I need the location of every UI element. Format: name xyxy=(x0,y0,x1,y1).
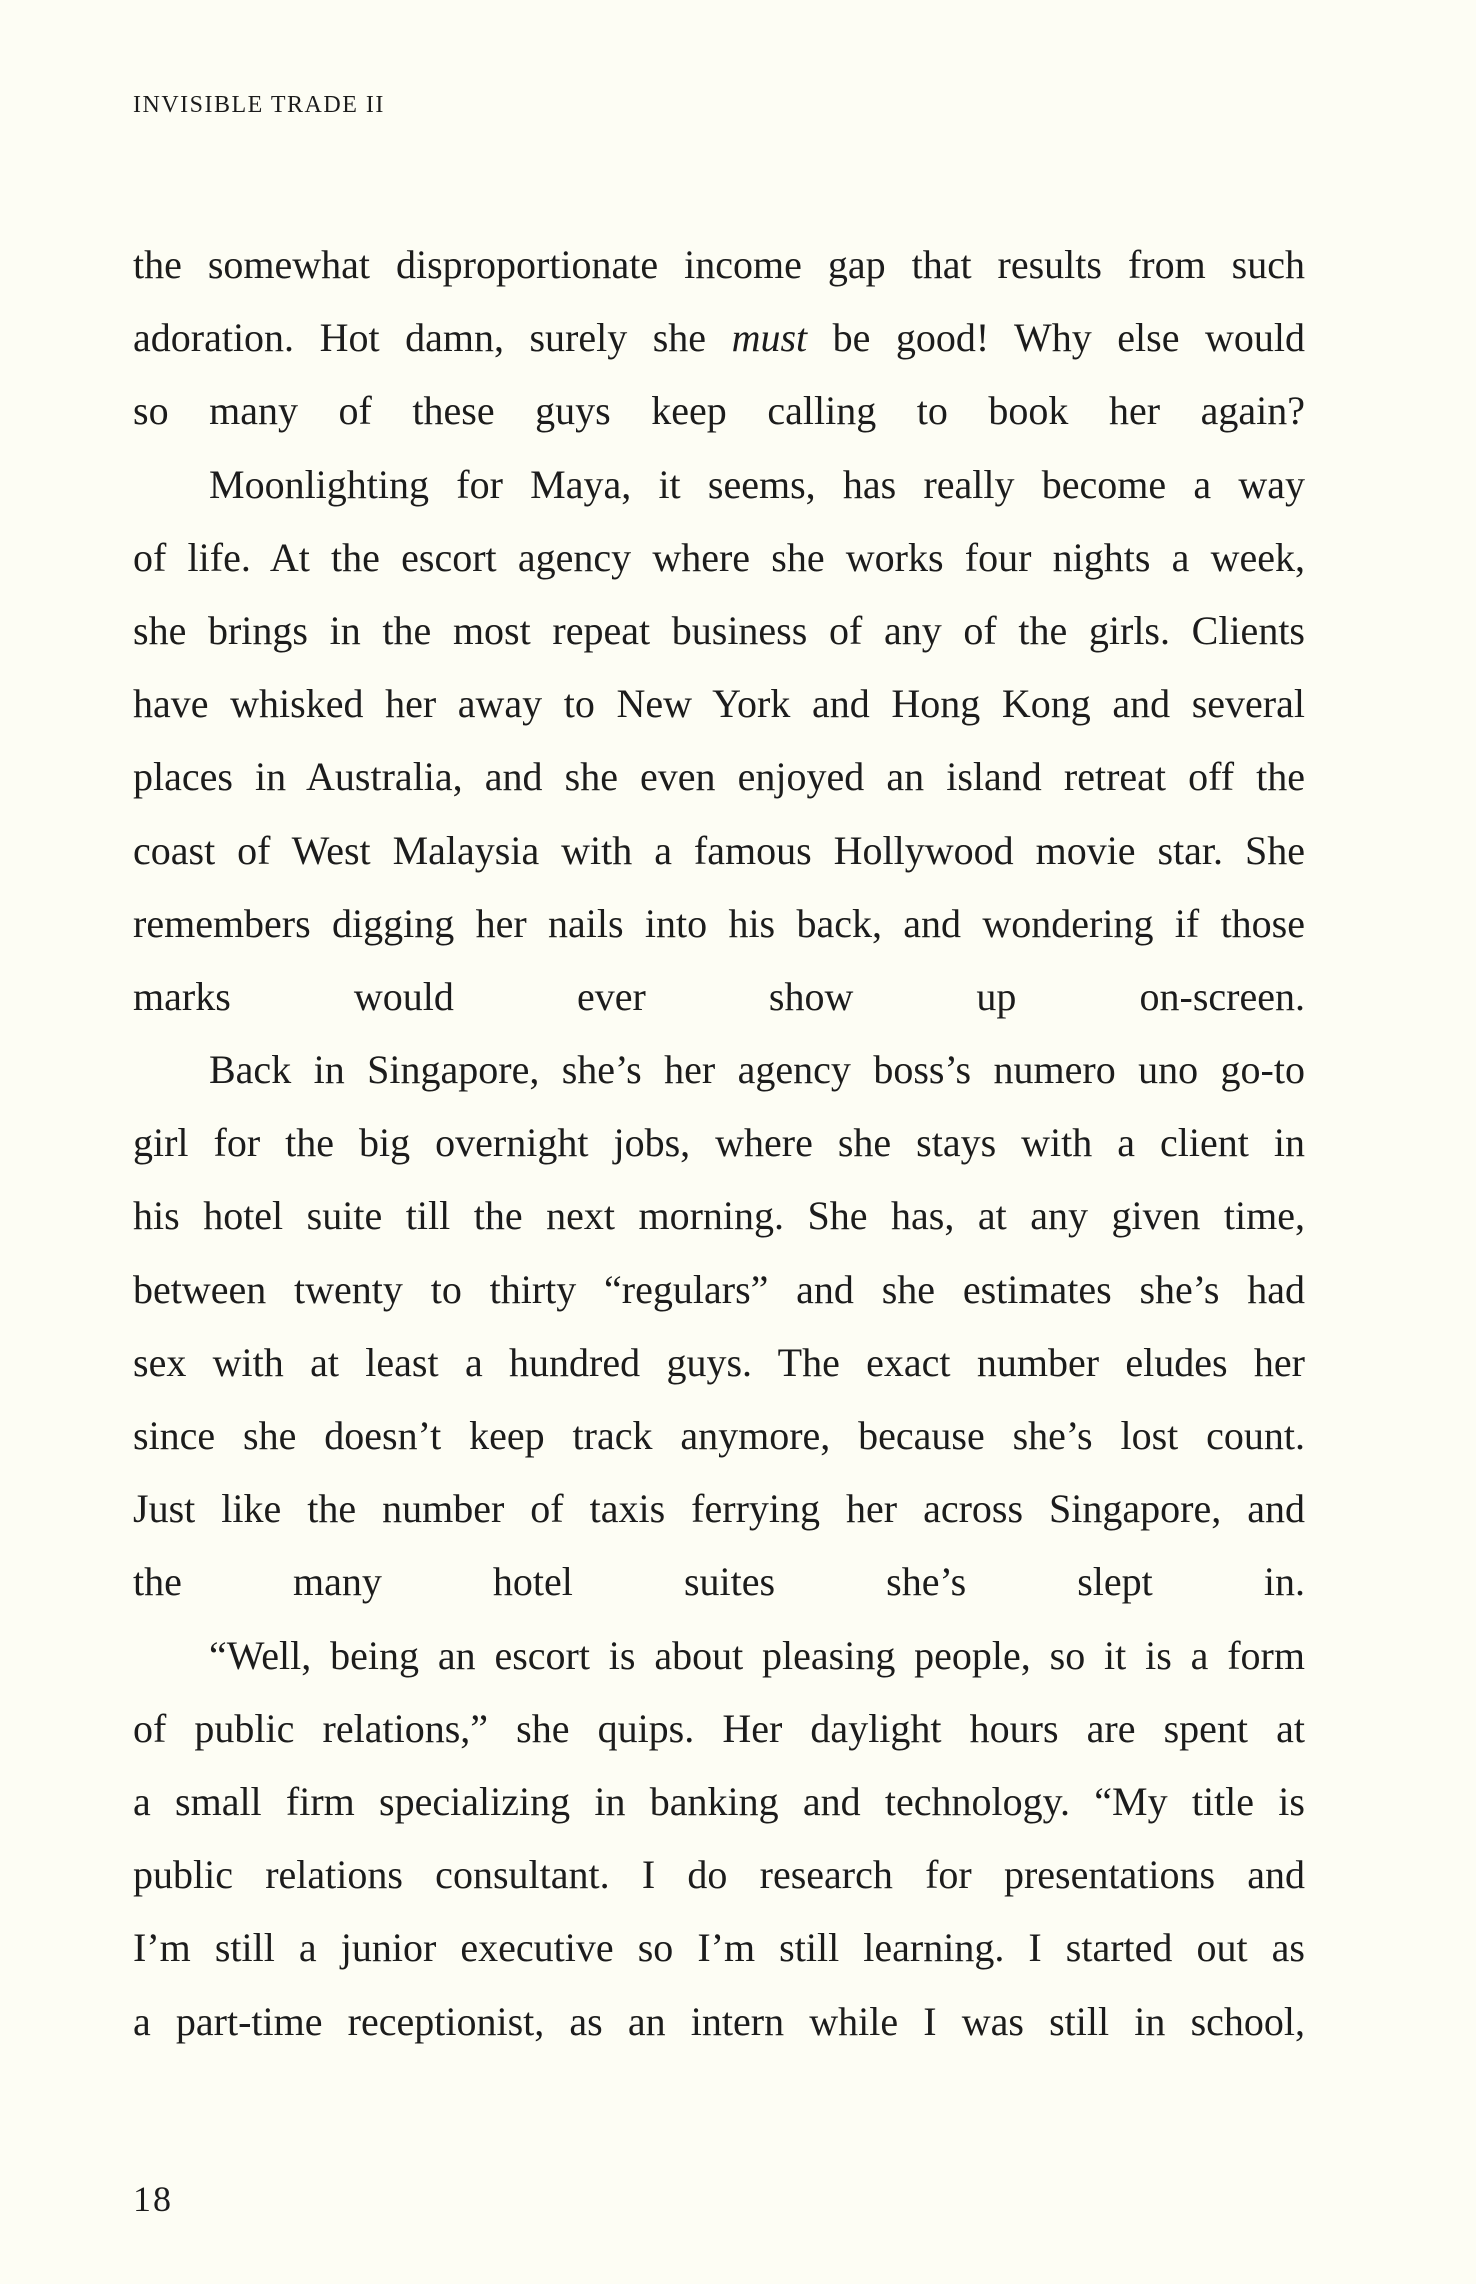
text-line: public relations consultant. I do research for presentations and xyxy=(133,1852,1305,1898)
text-line: she brings in the most repeat business of any of the girls. Clients xyxy=(133,607,1305,653)
text-line: sex with at least a hundred guys. The exact number eludes her xyxy=(133,1339,1305,1385)
text-line: I’m still a junior executive so I’m still learning. I started out as xyxy=(133,1925,1305,1971)
text-line: a small firm specializing in banking and technology. “My title is xyxy=(133,1778,1305,1824)
body-text xyxy=(133,228,1305,2058)
text-line: Just like the number of taxis ferrying her across Singapore, and xyxy=(133,1486,1305,1532)
text-segment: be good! Why else would xyxy=(807,315,1305,361)
emphasis: must xyxy=(731,315,808,361)
text-line: places in Australia, and she even enjoyed an island retreat off the xyxy=(133,754,1305,800)
text-line: Back in Singapore, she’s her agency boss’s numero uno go-to xyxy=(209,1047,1305,1093)
text-line: a part-time receptionist, as an intern while I was still in school, xyxy=(133,1998,1305,2044)
text-line: girl for the big overnight jobs, where she stays with a client in xyxy=(133,1120,1305,1166)
text-line: between twenty to thirty “regulars” and she estimates she’s had xyxy=(133,1266,1305,1312)
text-line: of public relations,” she quips. Her daylight hours are spent at xyxy=(133,1705,1305,1751)
text-line: the somewhat disproportionate income gap that results from such xyxy=(133,242,1305,287)
text-line: the many hotel suites she’s slept in. xyxy=(133,1559,1305,1605)
text-line: since she doesn’t keep track anymore, because she’s lost count. xyxy=(133,1413,1305,1458)
text-line: have whisked her away to New York and Hong Kong and several xyxy=(133,681,1305,727)
page-number: 18 xyxy=(133,2179,173,2219)
text-line: Moonlighting for Maya, it seems, has really become a way xyxy=(209,461,1305,507)
text-line: of life. At the escort agency where she works four nights a week, xyxy=(133,534,1305,580)
text-line: “Well, being an escort is about pleasing people, so it is a form xyxy=(209,1632,1305,1678)
text-line: coast of West Malaysia with a famous Hollywood movie star. She xyxy=(133,827,1305,873)
text-line: his hotel suite till the next morning. She has, at any given time, xyxy=(133,1193,1305,1239)
text-segment: adoration. Hot damn, surely she xyxy=(133,315,732,361)
text-line: remembers digging her nails into his back, and wondering if those xyxy=(133,900,1305,946)
text-line: marks would ever show up on-screen. xyxy=(133,973,1305,1019)
text-line xyxy=(133,301,1305,374)
running-head: INVISIBLE TRADE II xyxy=(133,92,385,118)
text-line: so many of these guys keep calling to book her again? xyxy=(133,388,1305,434)
